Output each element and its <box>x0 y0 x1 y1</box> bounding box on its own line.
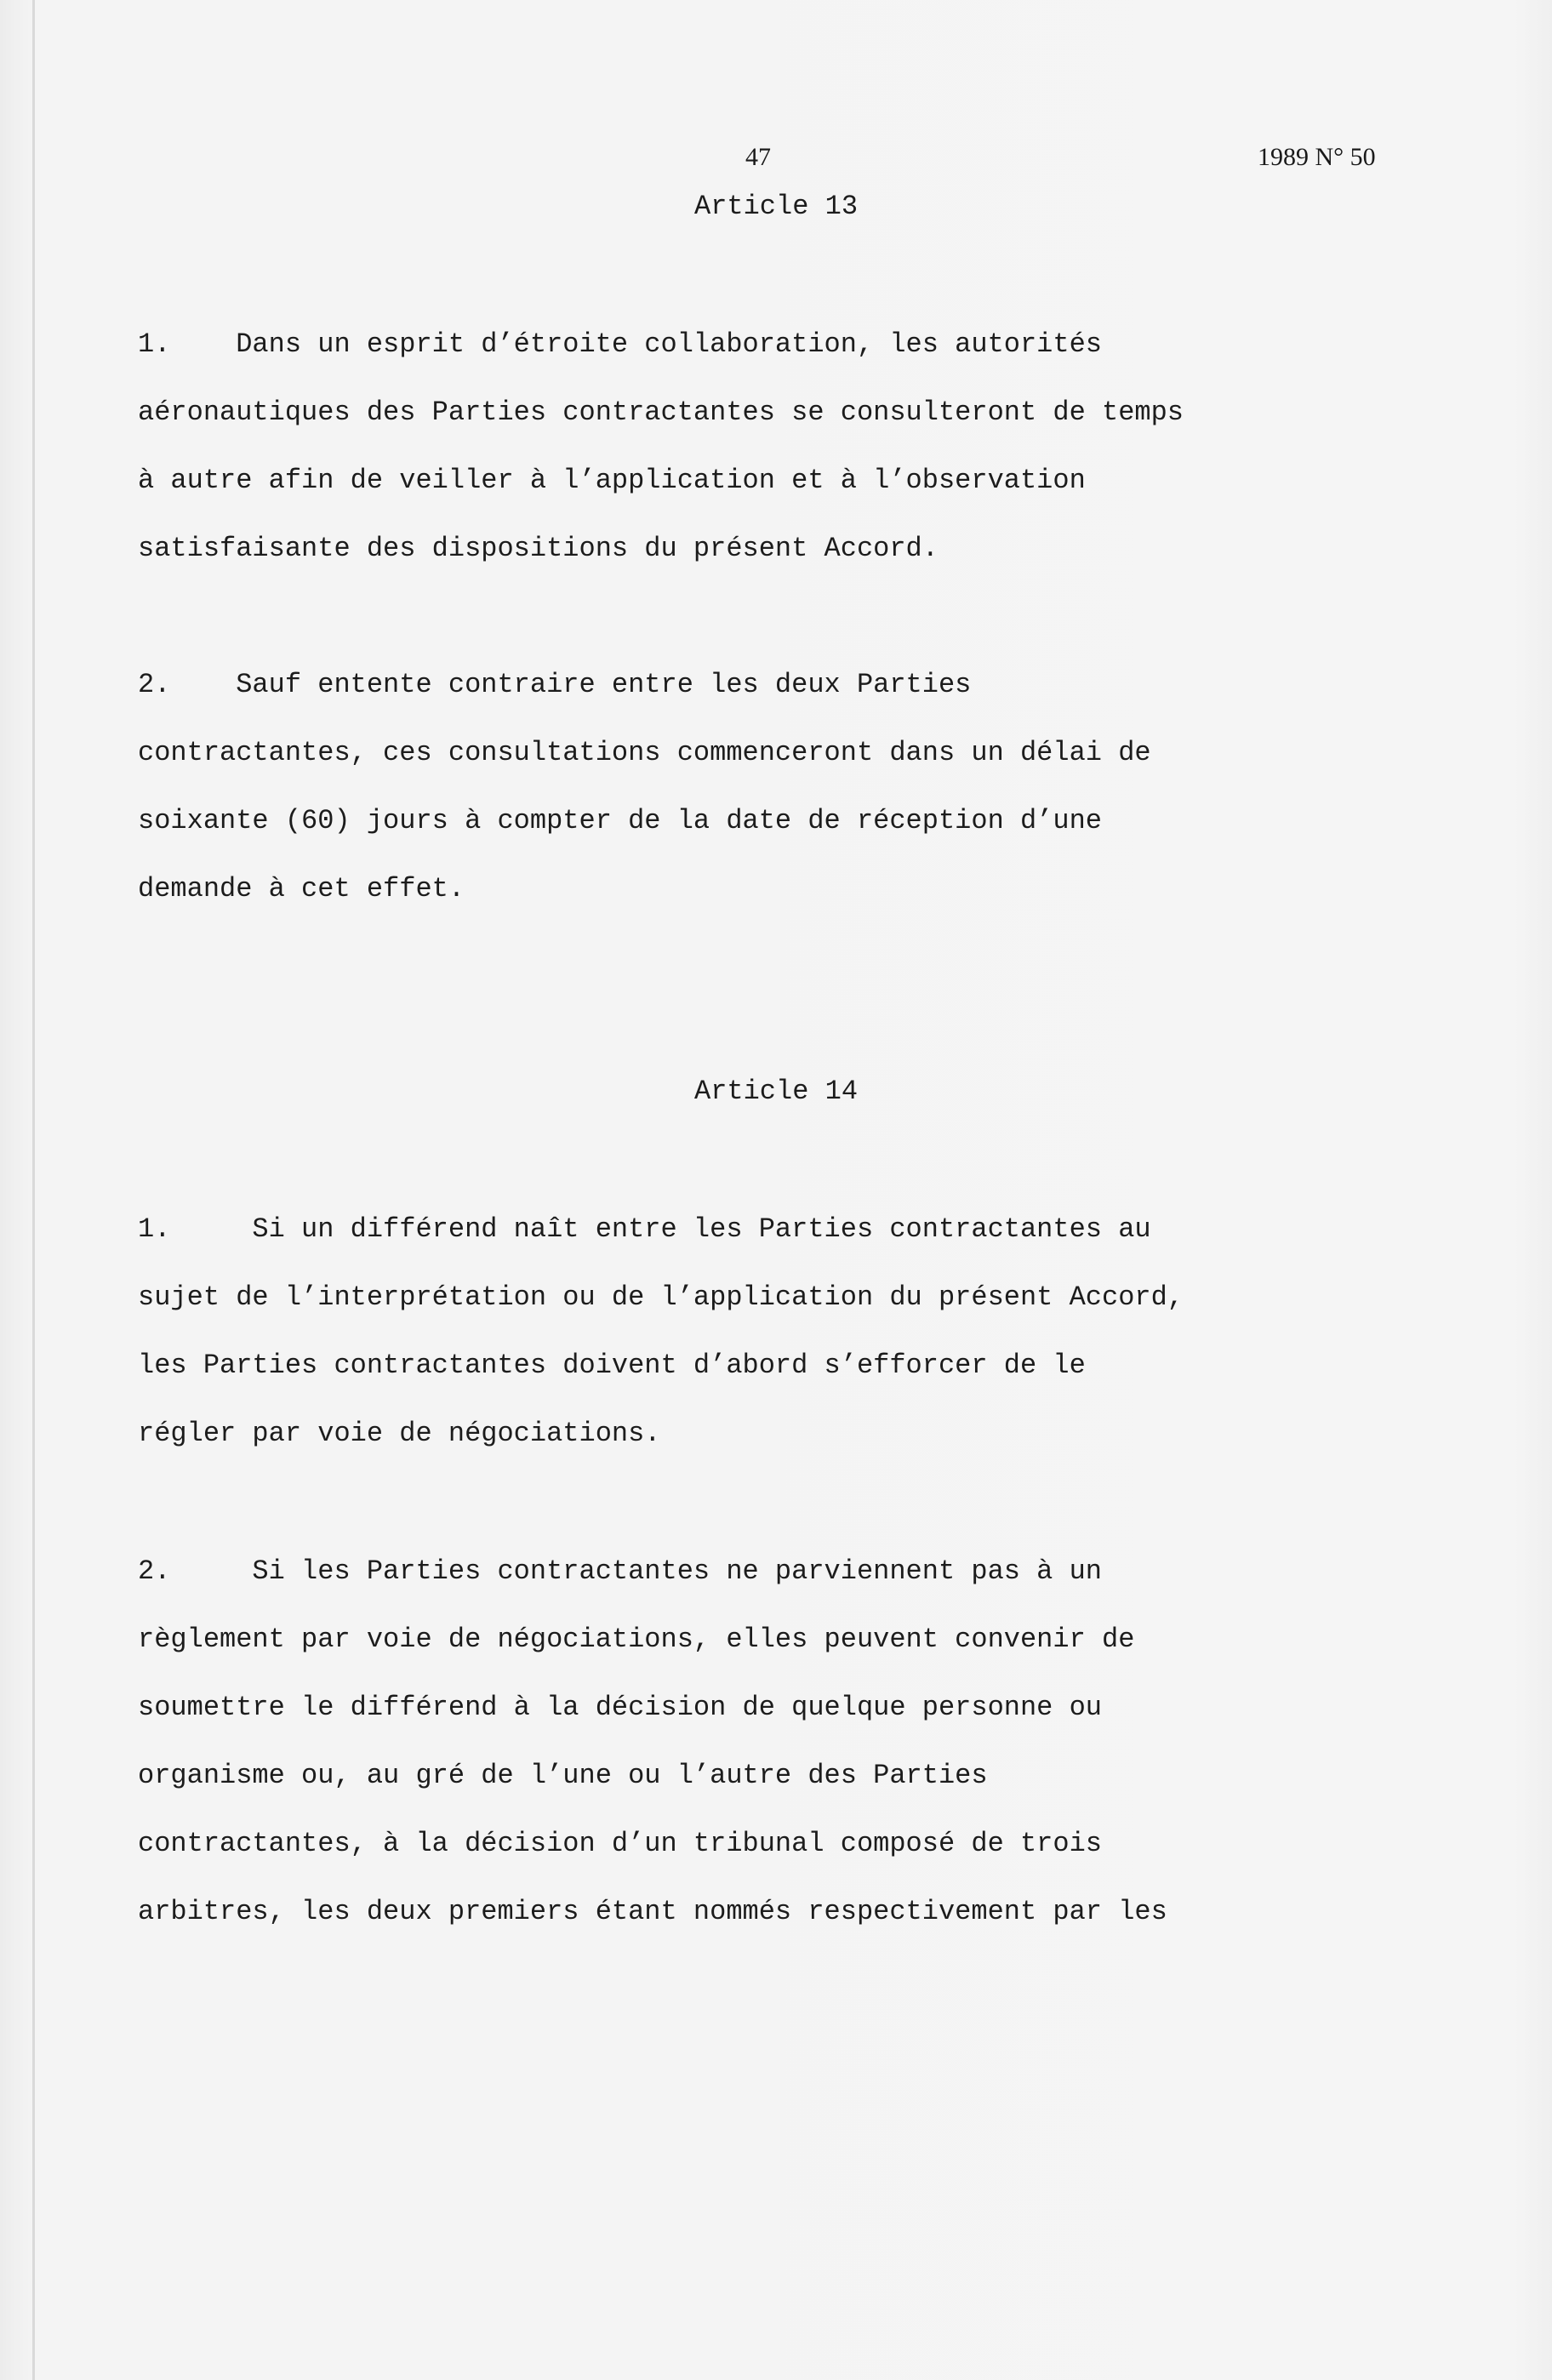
article-13-paragraph-1-line-2: aéronautiques des Parties contractantes se consulteront de temps <box>138 397 1184 428</box>
article-14-paragraph-2-line-6: arbitres, les deux premiers étant nommés respectivement par les <box>138 1896 1167 1927</box>
article-13-paragraph-2-line-1: 2. Sauf entente contraire entre les deux Parties <box>138 669 972 700</box>
article-14-paragraph-2-line-2: règlement par voie de négociations, elles peuvent convenir de <box>138 1624 1135 1655</box>
article-14-paragraph-1-line-3: les Parties contractantes doivent d’abord s’efforcer de le <box>138 1350 1086 1381</box>
article-13-paragraph-2-line-2: contractantes, ces consultations commenceront dans un délai de <box>138 737 1151 768</box>
article-13-paragraph-2-line-3: soixante (60) jours à compter de la date de réception d’une <box>138 805 1102 836</box>
article-13-paragraph-2-line-4: demande à cet effet. <box>138 873 465 905</box>
page-edge-shadow <box>32 0 35 2380</box>
article-14-paragraph-1-line-4: régler par voie de négociations. <box>138 1418 661 1449</box>
article-13-title: Article 13 <box>693 191 859 222</box>
article-14-paragraph-2-line-3: soumettre le différend à la décision de quelque personne ou <box>138 1692 1102 1723</box>
page-number: 47 <box>745 143 771 171</box>
article-13-paragraph-1-line-4: satisfaisante des dispositions du présent Accord. <box>138 533 939 564</box>
article-14-title: Article 14 <box>693 1076 859 1107</box>
article-14-paragraph-1-line-2: sujet de l’interprétation ou de l’application du présent Accord, <box>138 1281 1184 1313</box>
article-14-paragraph-2-line-4: organisme ou, au gré de l’une ou l’autre des Parties <box>138 1760 988 1791</box>
article-13-paragraph-1-line-3: à autre afin de veiller à l’application et à l’observation <box>138 465 1086 496</box>
article-14-paragraph-2-line-1: 2. Si les Parties contractantes ne parviennent pas à un <box>138 1555 1102 1587</box>
issue-reference: 1989 N° 50 <box>1258 143 1376 171</box>
article-14-paragraph-2-line-5: contractantes, à la décision d’un tribunal composé de trois <box>138 1828 1102 1859</box>
article-14-paragraph-1-line-1: 1. Si un différend naît entre les Parties contractantes au <box>138 1213 1151 1245</box>
page-header <box>0 143 1552 185</box>
article-13-paragraph-1-line-1: 1. Dans un esprit d’étroite collaboration, les autorités <box>138 328 1102 360</box>
